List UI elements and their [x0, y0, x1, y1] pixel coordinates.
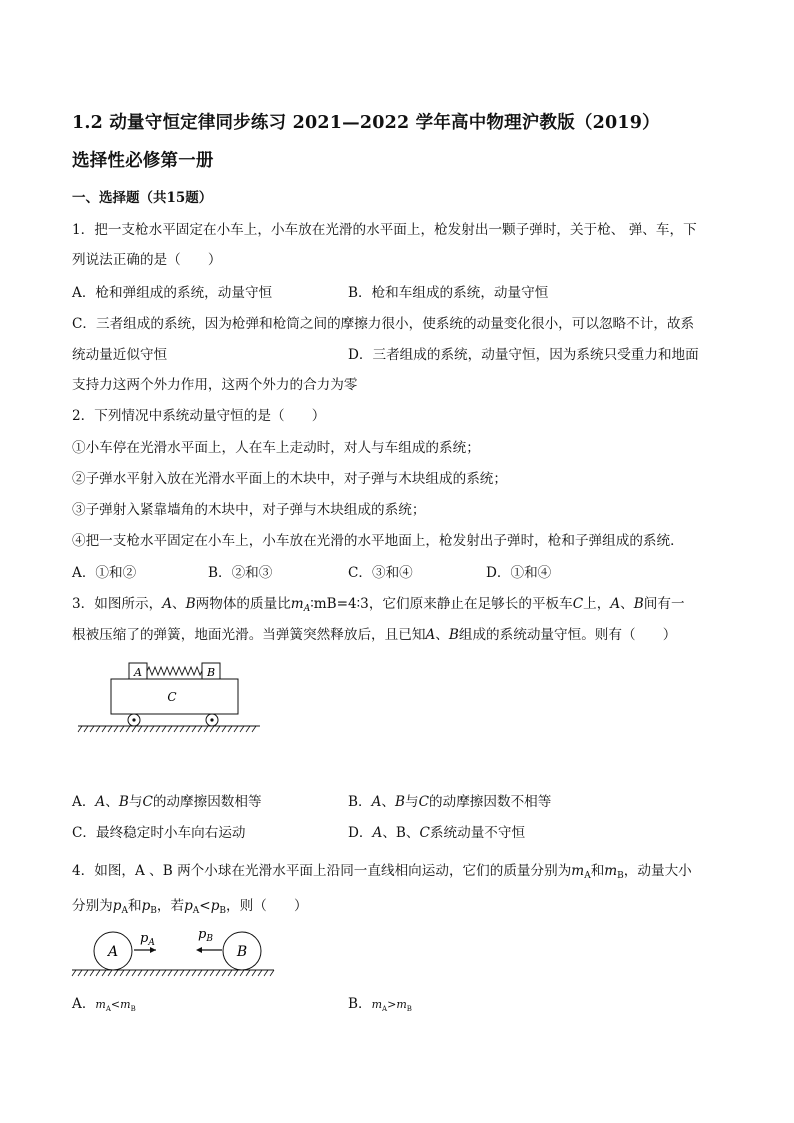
- wheel-right-axle: [210, 718, 213, 721]
- q3-option-b: [348, 790, 551, 810]
- q3-opt-text: 系统动量不守恒: [429, 825, 526, 841]
- q3-stem-line-2: [72, 623, 676, 643]
- q3-var-a: A: [425, 627, 436, 643]
- q4-sub: B: [406, 1005, 412, 1013]
- q4-option-b: [348, 992, 412, 1013]
- q2-option-c: C．③和④: [348, 565, 413, 581]
- q3-text: ∶mB=4∶3，它们原来静止在足够长的平板车: [310, 596, 573, 612]
- arrow-b-head: [196, 947, 202, 953]
- q3-text: 3．如图所示，: [72, 596, 163, 612]
- q4-var-p: p: [141, 898, 151, 914]
- section-heading: 一、选择题（共15题）: [72, 190, 213, 206]
- q2-statement-1: ①小车停在光滑水平面上，人在车上走动时，对人与车组成的系统；: [72, 440, 480, 456]
- q3-figure: [74, 656, 274, 740]
- q3-text: 根被压缩了的弹簧，地面光滑。当弹簧突然释放后，且已知: [72, 627, 426, 643]
- q4-var-m: m: [396, 998, 407, 1011]
- q3-opt-text: 的动摩擦因数不相等: [429, 794, 552, 810]
- q3-var-a: A: [371, 794, 382, 810]
- q4-text: ，若: [156, 898, 185, 914]
- q1-option-b: B．枪和车组成的系统，动量守恒: [348, 285, 549, 301]
- q4-sub: A: [105, 1005, 111, 1013]
- q3-sep: 、: [172, 596, 186, 612]
- q3-option-d: [348, 821, 525, 841]
- q4-sub: B: [617, 871, 624, 881]
- q3-sep: 、: [381, 794, 396, 810]
- q4-var-p: p: [184, 898, 193, 914]
- q3-var-a: A: [95, 794, 106, 810]
- q4-text: ，则（ ）: [226, 898, 308, 914]
- q4-var-m: m: [371, 998, 383, 1011]
- q3-var-b: B: [118, 794, 129, 810]
- block-b-label: B: [206, 666, 216, 679]
- q3-text: 组成的系统动量守恒。则有（ ）: [458, 627, 677, 643]
- q4-text: <: [199, 898, 211, 914]
- q4-sub: B: [150, 906, 157, 916]
- q4-stem-line-1: [72, 859, 692, 881]
- q4-option-a: [72, 992, 136, 1013]
- q4-op: >: [387, 998, 397, 1011]
- title-line-2: 选择性必修第一册: [72, 151, 214, 171]
- q3-var-b: B: [185, 596, 196, 612]
- q3-opt-text: A．: [72, 794, 96, 810]
- q4-sub: B: [219, 906, 227, 916]
- q3-stem-line-1: [72, 592, 685, 614]
- q2-statement-3: ③子弹射入紧靠墙角的木块中，对子弹与木块组成的系统；: [72, 502, 426, 518]
- q3-var-a: A: [610, 596, 621, 612]
- q3-var-b: B: [395, 794, 406, 810]
- q4-var-m: m: [95, 998, 106, 1011]
- ball-b-label: B: [236, 944, 248, 960]
- q3-opt-text: 的动摩擦因数相等: [152, 794, 262, 810]
- q3-text: 间有一: [643, 596, 685, 612]
- q4-text: 分别为: [72, 898, 113, 914]
- q4-stem-line-2: [72, 894, 308, 916]
- q3-opt-text: 与: [128, 794, 143, 810]
- momentum-a-sub: A: [148, 938, 155, 948]
- q3-sep: 、: [105, 794, 119, 810]
- page-title: [72, 104, 732, 180]
- q3-var-a: A: [372, 825, 383, 841]
- momentum-b-label: [198, 927, 213, 944]
- block-a-label: A: [134, 666, 142, 679]
- q4-text: 和: [590, 863, 605, 879]
- q3-opt-text: 、B、: [382, 825, 420, 841]
- spring: [147, 667, 202, 675]
- momentum-b-sub: B: [206, 934, 213, 944]
- q4-opt-text: B．: [348, 996, 372, 1012]
- q3-text: 上，: [583, 596, 611, 612]
- q4-op: <: [110, 998, 121, 1011]
- q4-var-m: m: [604, 863, 618, 879]
- ground-hatching: [78, 726, 256, 732]
- q4-sub: A: [121, 906, 128, 916]
- q2-statement-4: ④把一支枪水平固定在小车上，小车放在光滑的水平地面上，枪发射出子弹时，枪和子弹组成的系统．: [72, 533, 684, 549]
- q3-var-c: C: [418, 794, 430, 810]
- q4-sub: A: [584, 871, 591, 881]
- q1-option-d-line-2: 支持力这两个外力作用，这两个外力的合力为零: [72, 377, 358, 393]
- q3-var-c: C: [142, 794, 153, 810]
- q3-sep: 、: [435, 627, 449, 643]
- q3-opt-text: D．: [348, 825, 373, 841]
- q3-var-m: m: [290, 596, 304, 612]
- ball-a-label: A: [107, 944, 119, 960]
- q4-text: 和: [127, 898, 142, 914]
- q4-var-p: p: [210, 898, 220, 914]
- q4-sub: A: [192, 906, 200, 916]
- q3-text: 两物体的质量比: [195, 596, 291, 612]
- q2-option-d: D．①和④: [486, 565, 552, 581]
- q3-opt-text: 与: [405, 794, 419, 810]
- q3-var-b: B: [448, 627, 459, 643]
- q3-var-c: C: [572, 596, 584, 612]
- q2-option-a: A．①和②: [72, 565, 137, 581]
- q3-option-c: C．最终稳定时小车向右运动: [72, 825, 246, 841]
- q4-var-p: p: [112, 898, 122, 914]
- q3-var-c: C: [419, 825, 430, 841]
- q2-stem: 2．下列情况中系统动量守恒的是（ ）: [72, 408, 326, 424]
- q3-option-a: [72, 790, 262, 810]
- momentum-b-p: p: [198, 927, 207, 942]
- q3-var-b: B: [633, 596, 644, 612]
- ground-hatching: [72, 970, 274, 976]
- q2-option-b: B．②和③: [208, 565, 273, 581]
- title-line-1: 1.2 动量守恒定律同步练习 2021—2022 学年高中物理沪教版（2019）: [72, 113, 660, 133]
- q4-sub: B: [130, 1005, 136, 1013]
- q1-stem-line-2: 列说法正确的是（ ）: [72, 252, 222, 268]
- q4-opt-text: A．: [72, 996, 96, 1012]
- q4-var-m: m: [571, 863, 585, 879]
- q2-statement-2: ②子弹水平射入放在光滑水平面上的木块中，对子弹与木块组成的系统；: [72, 471, 507, 487]
- q4-figure: [70, 922, 280, 980]
- momentum-a-label: [140, 931, 155, 948]
- q3-var-a: A: [162, 596, 173, 612]
- q1-option-c-line-2: 统动量近似守恒: [72, 347, 168, 363]
- q3-opt-text: B．: [348, 794, 372, 810]
- q4-text: 4．如图，A 、B 两个小球在光滑水平面上沿同一直线相向运动，它们的质量分别为: [72, 863, 572, 879]
- cart-c-label: C: [167, 690, 177, 704]
- q4-sub: A: [382, 1005, 388, 1013]
- momentum-a-p: p: [140, 931, 149, 946]
- q3-sub-a: A: [303, 604, 311, 614]
- q1-option-a: A．枪和弹组成的系统，动量守恒: [72, 285, 273, 301]
- wheel-left-axle: [132, 718, 135, 721]
- q1-stem-line-1: 1．把一支枪水平固定在小车上，小车放在光滑的水平面上，枪发射出一颗子弹时，关于枪、 弹、车，下: [72, 222, 697, 238]
- q4-text: ，动量大小: [623, 863, 692, 879]
- q4-var-m: m: [120, 998, 131, 1011]
- q1-option-d-line-1: D．三者组成的系统，动量守恒，因为系统只受重力和地面: [348, 347, 699, 363]
- q1-option-c-line-1: C．三者组成的系统，因为枪弹和枪筒之间的摩擦力很小，使系统的动量变化很小，可以忽略不计，故系: [72, 316, 695, 332]
- q3-sep: 、: [620, 596, 634, 612]
